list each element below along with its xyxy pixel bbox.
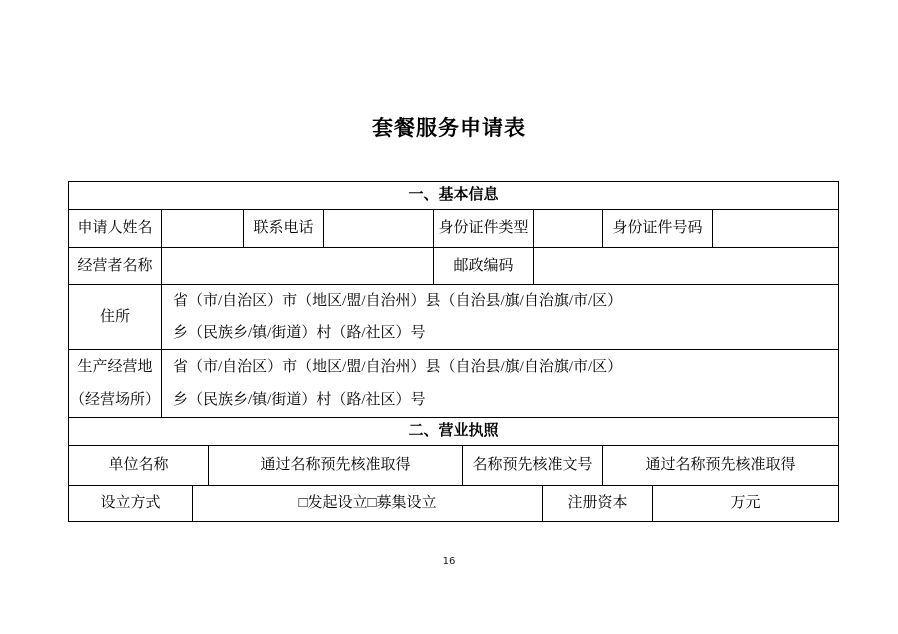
section2-header-row <box>69 418 839 446</box>
form-title: 套餐服务申请表 <box>372 117 526 140</box>
applicant-row <box>69 210 839 248</box>
contact-phone-label: 联系电话 <box>244 210 324 248</box>
section1-header-row <box>69 182 839 210</box>
contact-phone-field[interactable] <box>324 210 434 248</box>
business-site-address-line1: 省（市/自治区）市（地区/盟/自治州）县（自治县/旗/自治旗/市/区） <box>173 358 623 375</box>
id-number-label: 身份证件号码 <box>603 210 713 248</box>
checkbox-option-raise[interactable]: □募集设立 <box>367 495 437 512</box>
application-form-table <box>68 181 839 522</box>
residence-address-field[interactable] <box>162 285 839 350</box>
business-site-address-line2: 乡（民族乡/镇/街道）村（路/社区）号 <box>173 391 426 408</box>
business-site-row <box>69 350 839 418</box>
section1-header: 一、基本信息 <box>69 182 839 210</box>
checkbox-option-initiate[interactable]: □发起设立 <box>298 495 368 512</box>
establish-method-field <box>193 486 543 522</box>
residence-address-line2: 乡（民族乡/镇/街道）村（路/社区）号 <box>173 325 426 341</box>
operator-name-field[interactable] <box>162 248 434 285</box>
unit-name-field[interactable]: 通过名称预先核准取得 <box>209 446 463 486</box>
registered-capital-label: 注册资本 <box>543 486 653 522</box>
establish-row <box>69 486 839 522</box>
residence-address-line1: 省（市/自治区）市（地区/盟/自治州）县（自治县/旗/自治旗/市/区） <box>173 293 623 309</box>
establish-method-label: 设立方式 <box>69 486 193 522</box>
registered-capital-unit[interactable]: 万元 <box>653 486 839 522</box>
approval-no-label: 名称预先核准文号 <box>463 446 603 486</box>
id-type-label: 身份证件类型 <box>434 210 534 248</box>
postcode-field[interactable] <box>534 248 839 285</box>
residence-label: 住所 <box>69 285 162 350</box>
business-site-label <box>69 350 162 418</box>
approval-no-field[interactable]: 通过名称预先核准取得 <box>603 446 839 486</box>
operator-row <box>69 248 839 285</box>
section2-header: 二、营业执照 <box>69 418 839 446</box>
residence-row <box>69 285 839 350</box>
postcode-label: 邮政编码 <box>434 248 534 285</box>
business-site-address-field[interactable] <box>162 350 839 418</box>
id-number-field[interactable] <box>713 210 839 248</box>
operator-name-label: 经营者名称 <box>69 248 162 285</box>
applicant-name-label: 申请人姓名 <box>69 210 162 248</box>
business-site-label-line1: 生产经营地 <box>77 358 153 375</box>
unit-name-label: 单位名称 <box>69 446 209 486</box>
id-type-field[interactable] <box>534 210 603 248</box>
unit-row <box>69 446 839 486</box>
page-number: 16 <box>442 556 456 567</box>
business-site-label-line2: （经营场所） <box>69 391 160 408</box>
applicant-name-field[interactable] <box>162 210 244 248</box>
